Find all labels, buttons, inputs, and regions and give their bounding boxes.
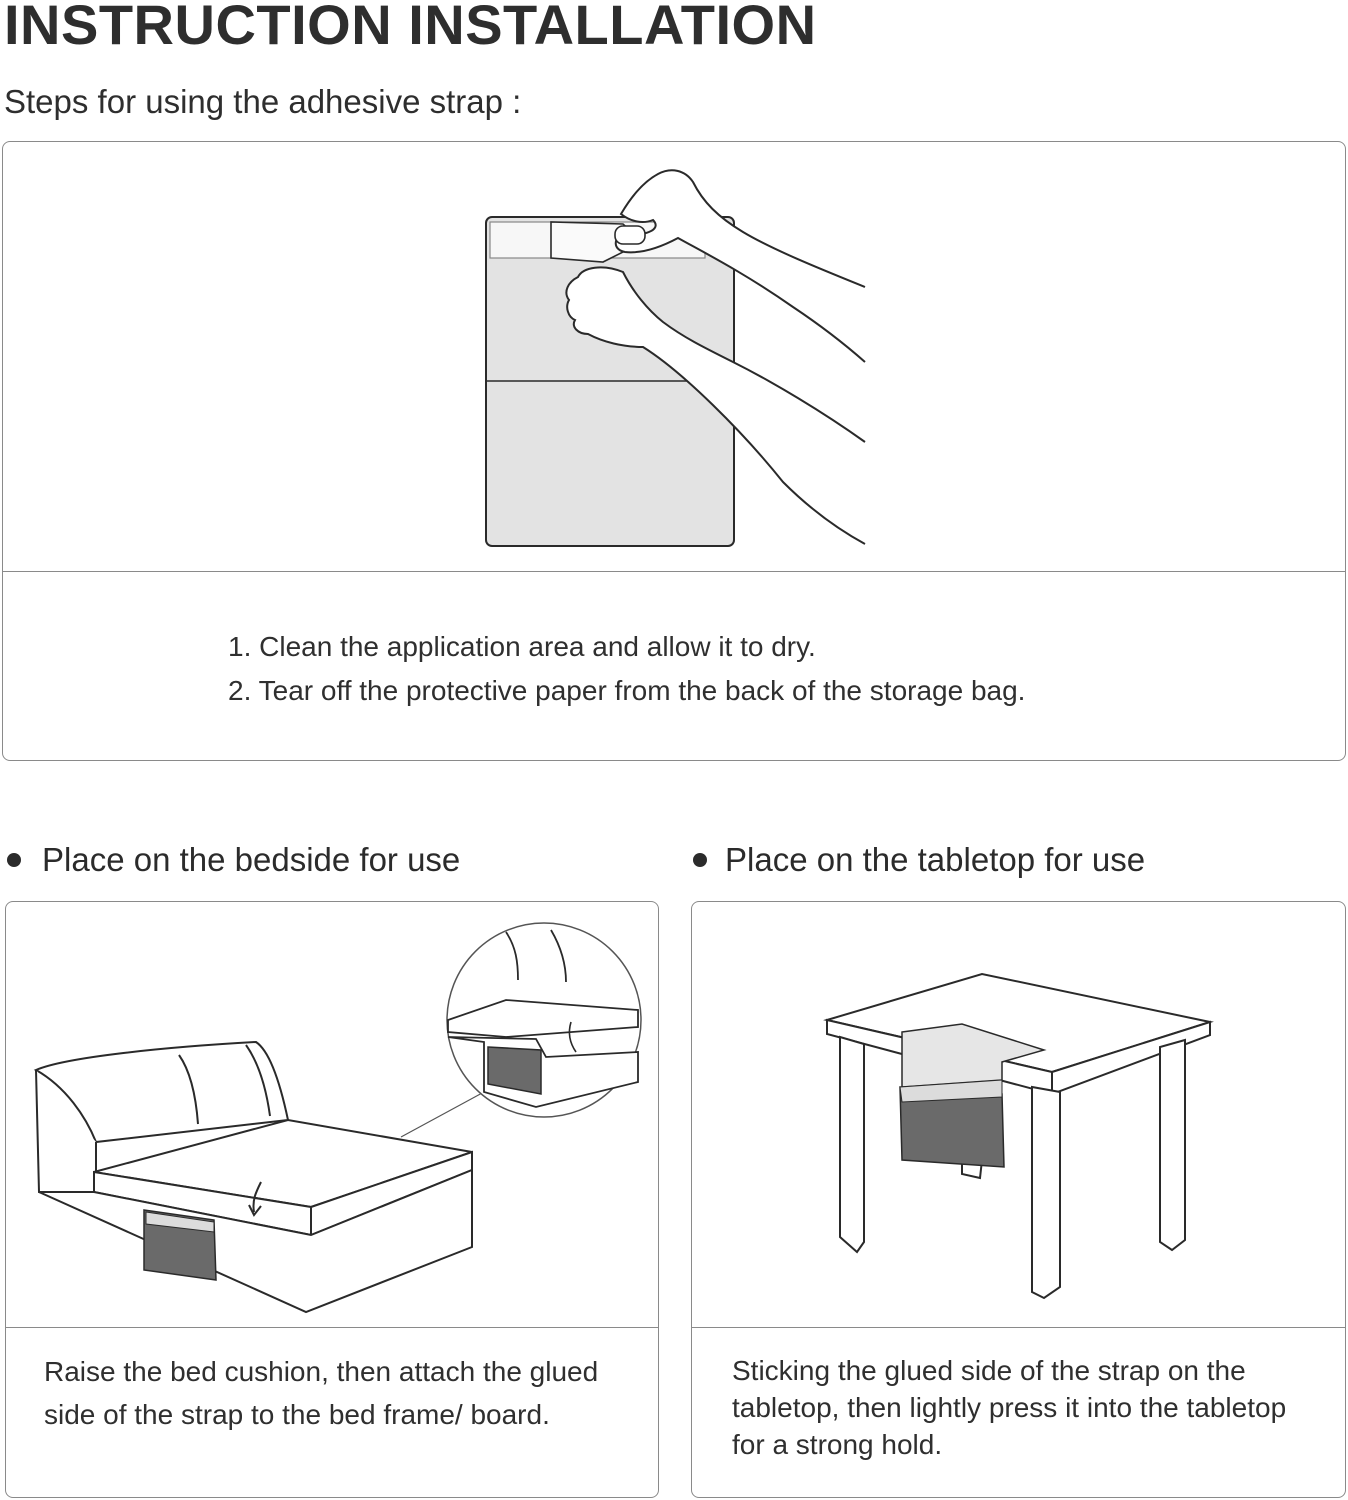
bed-illustration (6, 902, 659, 1328)
tabletop-panel (691, 901, 1346, 1498)
bedside-panel (5, 901, 659, 1498)
panel-divider (6, 1327, 658, 1328)
step-item: 1. Clean the application area and allow it to dry. (228, 631, 816, 662)
bullet-icon (693, 853, 707, 867)
page-subtitle: Steps for using the adhesive strap : (4, 83, 522, 120)
table-leg (1032, 1087, 1060, 1298)
tabletop-caption: Sticking the glued side of the strap on the tabletop, then lightly press it into the tabletop for a strong hold. (732, 1355, 1287, 1460)
panel-divider (3, 571, 1345, 572)
panel-divider (692, 1327, 1345, 1328)
bedside-caption: Raise the bed cushion, then attach the glued side of the strap to the bed frame/ board. (44, 1356, 599, 1430)
thumbnail-shape (615, 226, 645, 244)
table-illustration (692, 902, 1346, 1328)
bullet-icon (7, 853, 21, 867)
step-item: 2. Tear off the protective paper from the back of the storage bag. (228, 675, 1026, 706)
bedside-heading: Place on the bedside for use (42, 841, 461, 878)
table-leg (1160, 1040, 1185, 1250)
table-leg (840, 1037, 864, 1252)
step-list (228, 625, 1025, 713)
peel-paper-illustration (3, 142, 1346, 572)
page-title: INSTRUCTION INSTALLATION (4, 0, 817, 56)
tabletop-heading: Place on the tabletop for use (725, 841, 1146, 878)
